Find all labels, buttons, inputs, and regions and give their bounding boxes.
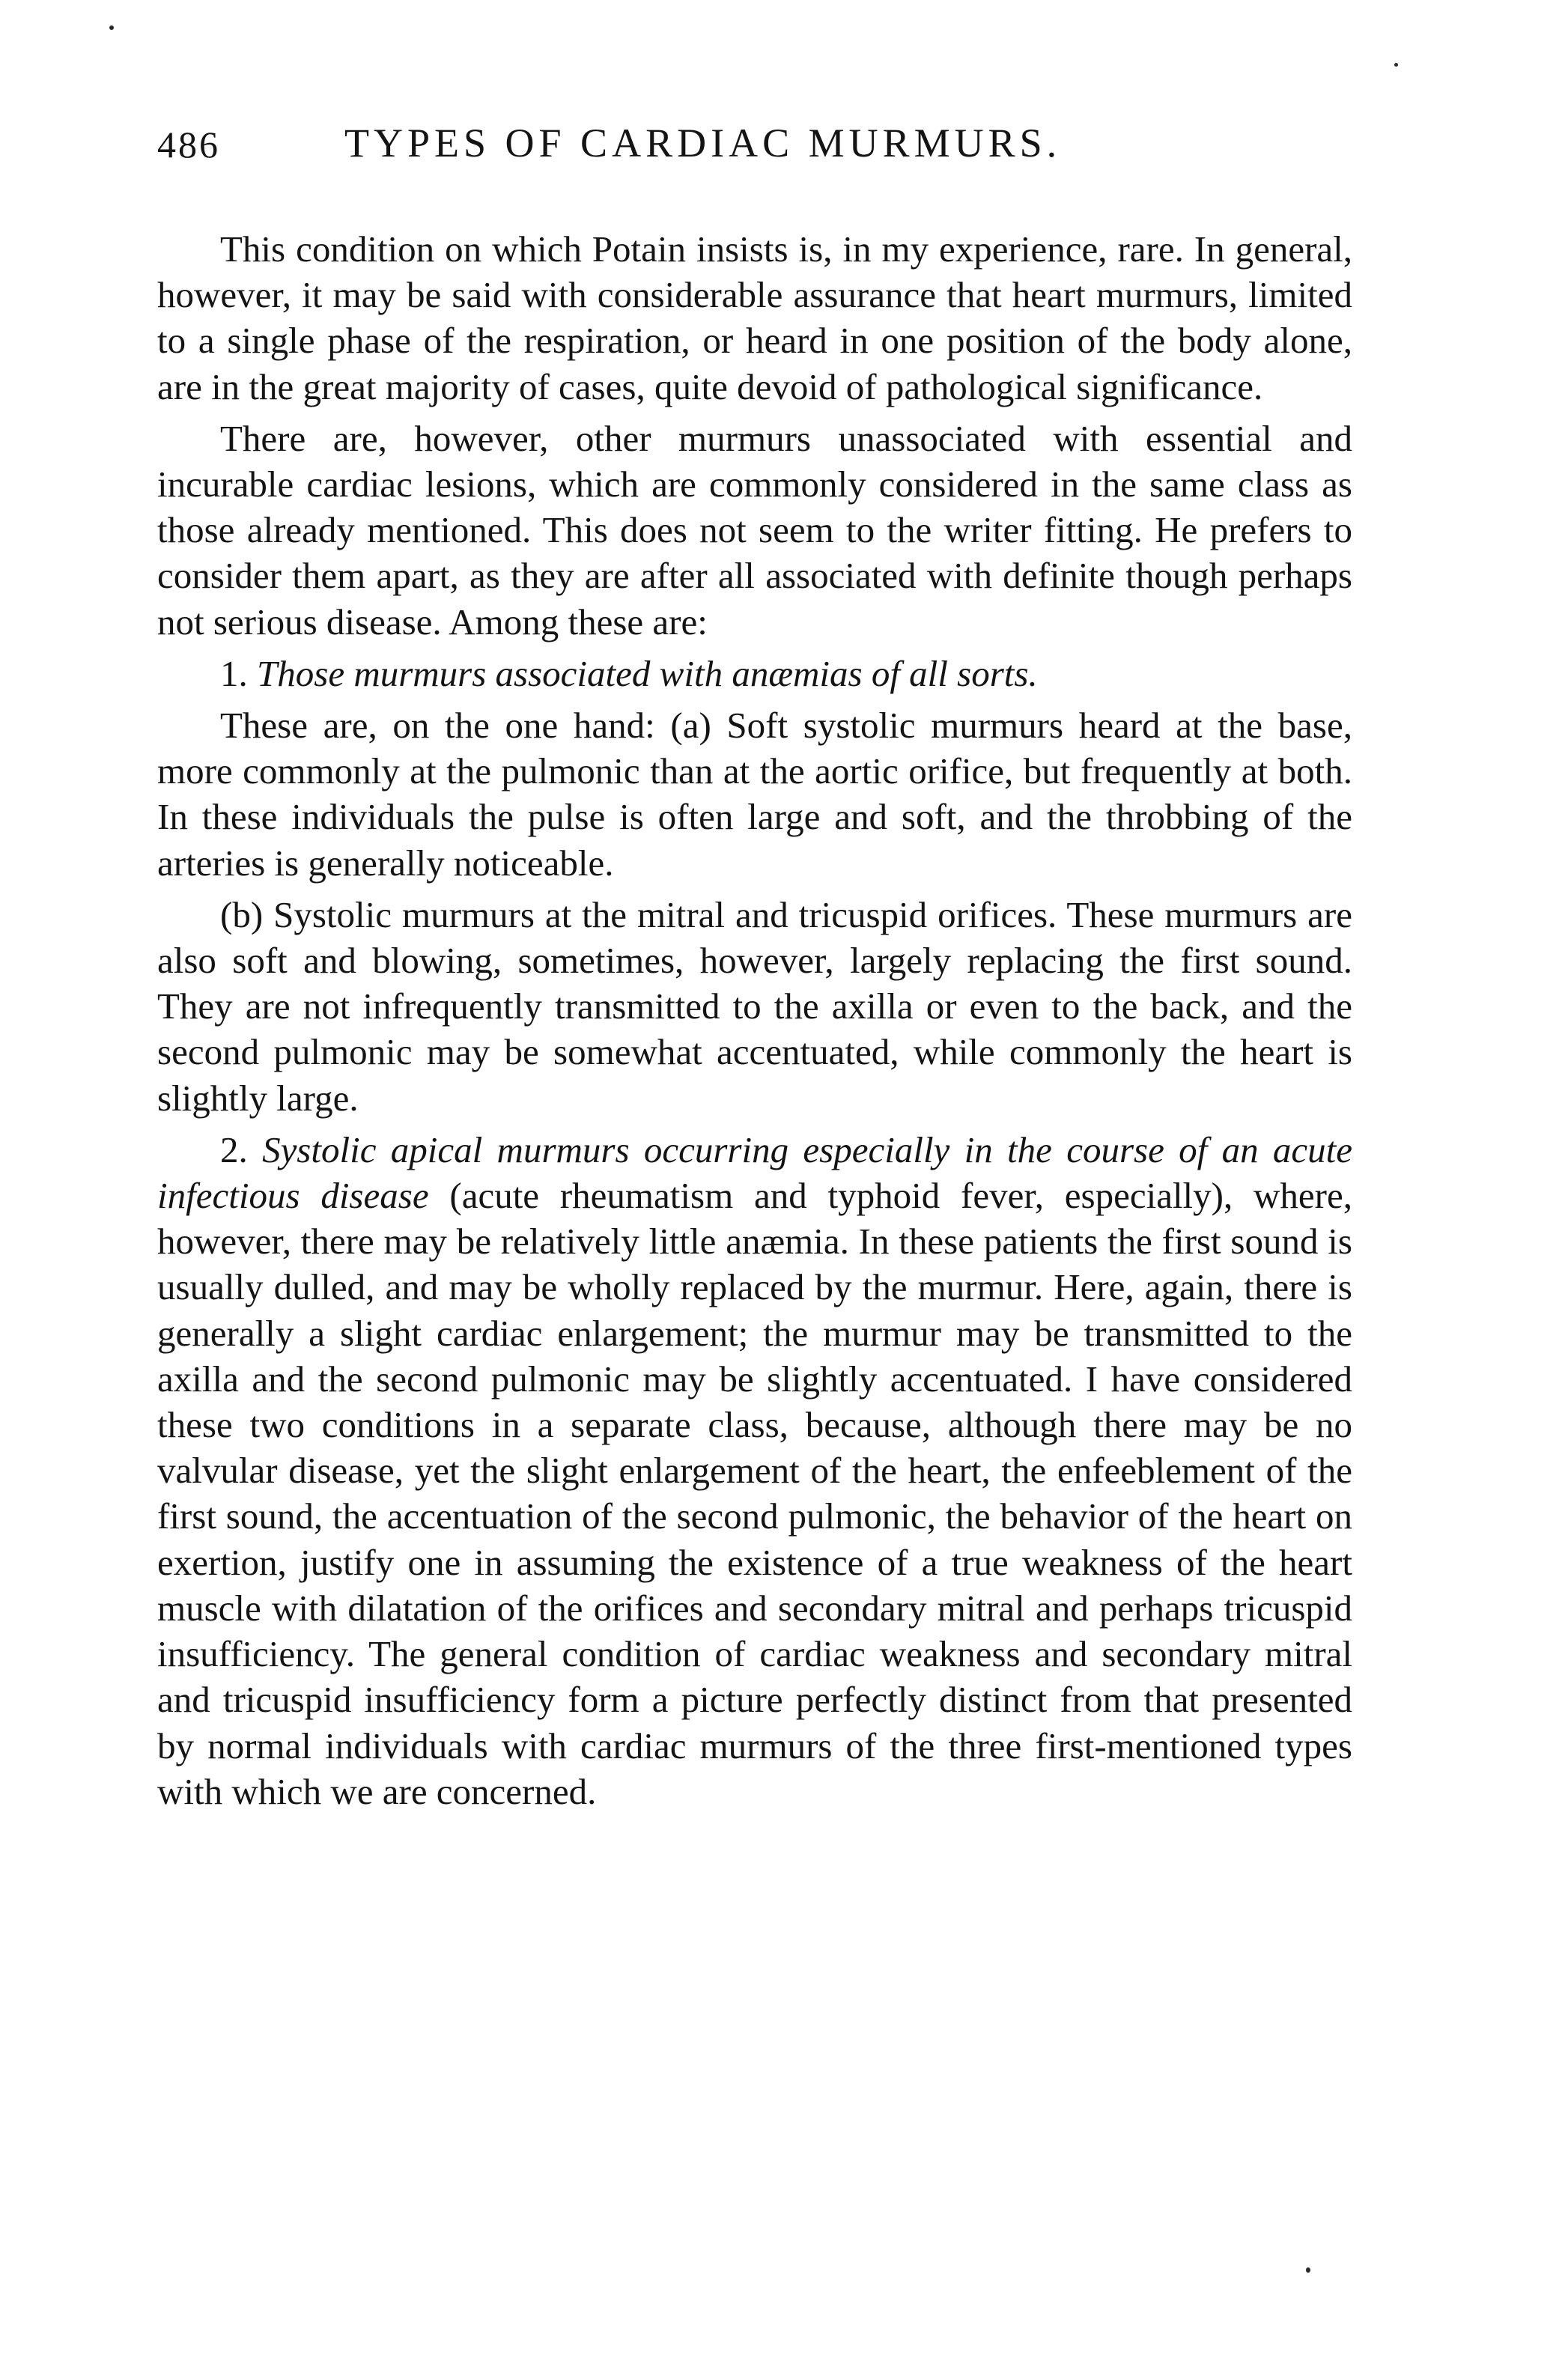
- section-number: 2.: [220, 1128, 248, 1170]
- section-heading-text: Those murmurs associated with anæmias of all sorts.: [257, 652, 1038, 694]
- section-number: 1.: [220, 652, 248, 694]
- ink-speck: [1394, 63, 1398, 67]
- paragraph-text: (b) Systolic murmurs at the mitral and tricuspid orifices. These murmurs are also soft and blowing, sometimes, however, largely replacing the first sound. They are not infrequently transmitted to the axilla or even to the back, and the second pulmonic may be somewhat accentuated, while commonly the heart is slightly large.: [157, 893, 1352, 1119]
- body-text: [157, 226, 1352, 1814]
- page-number: 486: [157, 124, 220, 165]
- paragraph-text: This condition on which Potain insists is, in my experience, rare. In general, however, it may be said with considerable assurance that heart murmurs, limited to a single phase of the respiration, or heard in one position of the body alone, are in the great majority of cases, quite devoid of pathological significance.: [157, 228, 1352, 407]
- running-header: [157, 112, 1352, 180]
- running-title: TYPES OF CARDIAC MURMURS.: [344, 121, 1062, 165]
- ink-speck: [109, 25, 114, 30]
- paragraph-text: There are, however, other murmurs unassociated with essential and incurable cardiac lesions, which are commonly considered in the same class as those already mentioned. This does not seem to the writer fitting. He prefers to consider them apart, as they are after all associated with definite though perhaps not serious disease. Among these are:: [157, 417, 1352, 642]
- book-page: [157, 112, 1352, 1820]
- section-heading-anaemias: [157, 651, 1352, 696]
- section-heading-text: Systolic apical murmurs occurring especially in the course of an acute infectious disease: [157, 1128, 1352, 1217]
- paragraph-potain: [157, 226, 1352, 410]
- paragraph-other-murmurs: [157, 416, 1352, 645]
- paragraph-text: (acute rheumatism and typhoid fever, especially), where, however, there may be relatively little anæmia. In these patients the first sound is usually dulled, and may be wholly replaced by the murmur. Here, again, there is generally a slight cardiac enlargement; the murmur may be transmitted to the axilla and the second pulmonic may be slightly accentuated. I have considered these two conditions in a separate class, because, although there may be no valvular disease, yet the slight enlargement of the heart, the enfeeblement of the first sound, the accentuation of the second pulmonic, the behavior of the heart on exertion, justify one in assuming the existence of a true weakness of the heart muscle with dilatation of the orifices and secondary mitral and perhaps tricuspid insufficiency. The general condition of cardiac weakness and secondary mitral and tricuspid insufficiency form a picture perfectly distinct from that presented by normal individuals with cardiac murmurs of the three first-mentioned types with which we are concerned.: [157, 1175, 1352, 1812]
- paragraph-mitral-tricuspid: [157, 892, 1352, 1121]
- paragraph-text: These are, on the one hand: (a) Soft systolic murmurs heard at the base, more commonly at the pulmonic than at the aortic orifice, but frequently at both. In these individuals the pulse is often large and soft, and the throbbing of the arteries is generally noticeable.: [157, 705, 1352, 884]
- paragraph-soft-systolic: [157, 702, 1352, 886]
- ink-speck: [1306, 2267, 1310, 2273]
- paragraph-systolic-apical: [157, 1127, 1352, 1814]
